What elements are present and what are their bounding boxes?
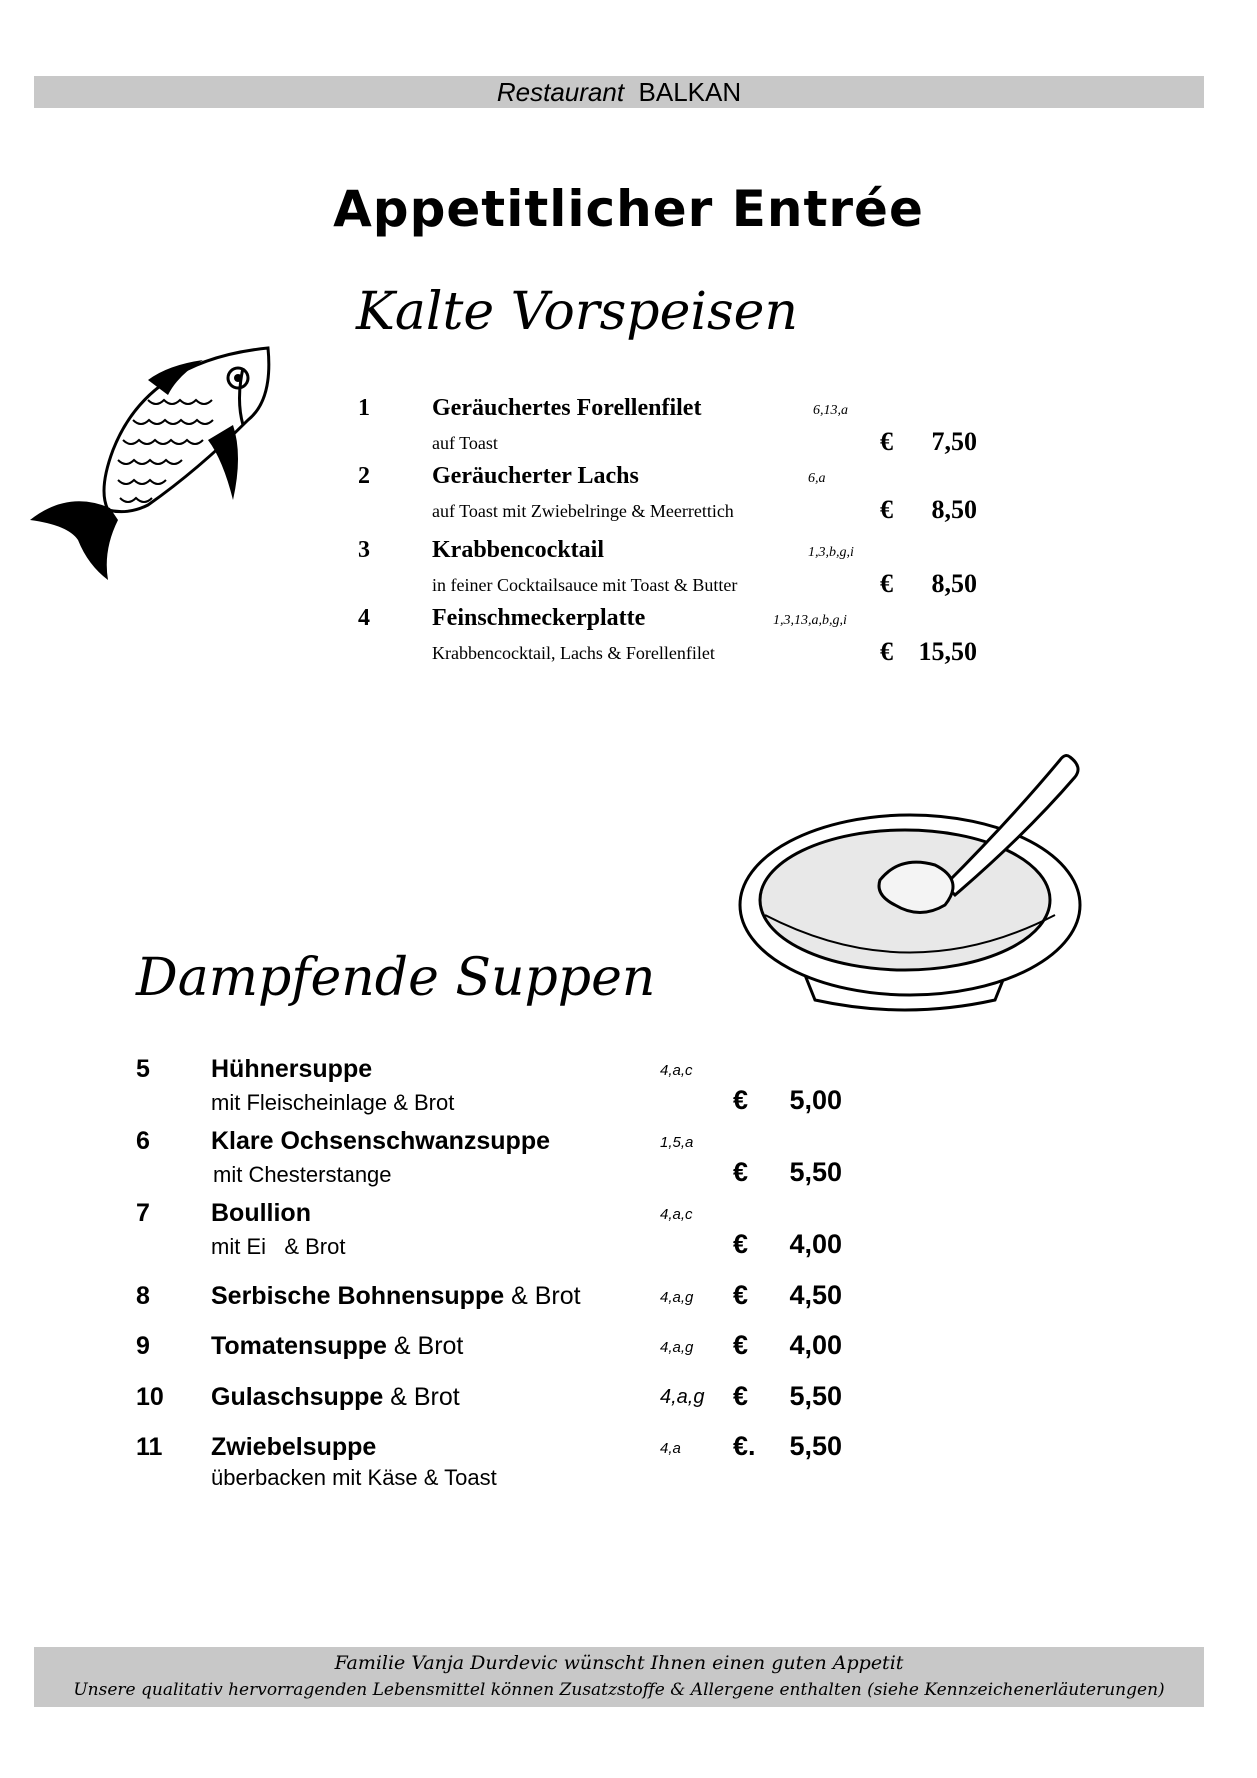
item-allergens: 1,3,13,a,b,g,i [773,613,847,628]
item-price: 4,50 [789,1280,842,1310]
item-currency: € [733,1381,749,1411]
item-number: 8 [136,1282,150,1310]
item-currency: € [733,1330,749,1360]
restaurant-name: BALKAN [638,77,742,107]
item-number: 9 [136,1332,150,1360]
item-allergens: 4,a,c [660,1206,693,1223]
item-currency: € [880,495,893,524]
item-currency: € [733,1085,749,1115]
item-price: 4,00 [789,1330,842,1360]
item-number: 5 [136,1055,150,1083]
footer-greeting: Familie Vanja Durdevic wünscht Ihnen einen guten Appetit [334,1652,904,1674]
item-name: Geräucherter Lachs [432,463,639,489]
fish-icon [28,340,278,580]
cold-section-heading: Kalte Vorspeisen [356,282,798,342]
item-currency: € [733,1229,749,1259]
item-price: 5,50 [789,1381,842,1411]
item-currency: € [880,427,893,456]
item-number: 11 [136,1433,163,1461]
item-allergens: 4,a [660,1440,681,1457]
header-bar [34,76,1204,108]
item-allergens: 4,a,c [660,1062,693,1079]
item-allergens: 4,a,g [660,1289,694,1306]
item-number: 2 [358,463,370,489]
item-name: Geräuchertes Forellenfilet [432,395,702,421]
item-name: Krabbencocktail [432,537,604,563]
soup-section-heading: Dampfende Suppen [136,948,656,1008]
item-name: Serbische Bohnensuppe & Brot [211,1282,581,1310]
item-currency: €. [733,1431,756,1461]
item-currency: € [733,1280,749,1310]
item-name: Hühnersuppe [211,1055,373,1083]
item-allergens: 6,13,a [813,403,848,418]
item-number: 3 [358,537,370,563]
restaurant-label: Restaurant [496,77,625,107]
item-price: 8,50 [931,569,977,598]
item-number: 6 [136,1127,150,1155]
item-number: 1 [358,395,370,421]
footer-bar [34,1647,1204,1707]
item-number: 10 [136,1383,164,1411]
item-price: 8,50 [931,495,977,524]
item-name: Boullion [211,1199,311,1227]
footer-allergen-notice: Unsere qualitativ hervorragenden Lebensmittel können Zusatzstoffe & Allergene enthalten (siehe Kennzeichenerläuterungen) [73,1680,1165,1700]
item-description: in feiner Cocktailsauce mit Toast & Butter [432,575,738,595]
item-description: auf Toast [432,433,498,453]
item-name: Feinschmeckerplatte [432,605,646,631]
item-currency: € [880,569,893,598]
item-name: Klare Ochsenschwanzsuppe [211,1127,551,1155]
soup-bowl-icon [725,745,1095,1020]
item-number: 7 [136,1199,150,1227]
item-currency: € [880,637,893,666]
item-allergens: 1,5,a [660,1134,694,1151]
item-allergens: 1,3,b,g,i [808,545,854,560]
item-price: 5,00 [789,1085,842,1115]
item-description: auf Toast mit Zwiebelringe & Meerrettich [432,501,734,521]
item-name: Zwiebelsuppe [211,1433,377,1461]
item-description: Krabbencocktail, Lachs & Forellenfilet [432,643,715,663]
item-price: 15,50 [918,637,977,666]
item-allergens: 4,a,g [660,1339,694,1356]
page-title: Appetitlicher Entrée [333,180,924,238]
item-description: mit Fleischeinlage & Brot [211,1090,455,1115]
item-allergens: 4,a,g [660,1386,705,1408]
item-description: mit Ei & Brot [211,1234,346,1259]
item-name: Gulaschsuppe & Brot [211,1383,460,1411]
item-description: überbacken mit Käse & Toast [211,1465,497,1490]
item-number: 4 [358,605,370,631]
item-name: Tomatensuppe & Brot [211,1332,464,1360]
item-description: mit Chesterstange [213,1162,392,1187]
item-allergens: 6,a [808,471,826,486]
item-currency: € [733,1157,749,1187]
item-price: 5,50 [789,1431,842,1461]
item-price: 7,50 [931,427,977,456]
item-price: 4,00 [789,1229,842,1259]
item-price: 5,50 [789,1157,842,1187]
